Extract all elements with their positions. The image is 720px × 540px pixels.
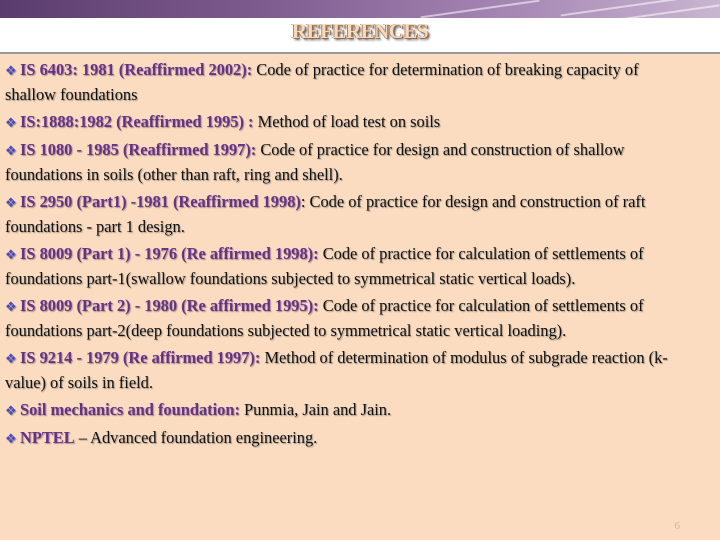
reference-item (5, 138, 693, 187)
reference-item (5, 190, 693, 239)
reference-description: Code of practice for calculation of settlements of foundations part-1(swallow foundations subjected to symmetrical static vertical loads). (5, 244, 644, 288)
top-decorative-band (0, 0, 720, 18)
reference-description: : Code of practice for design and construction of raft foundations - part 1 design. (5, 192, 646, 236)
reference-item (5, 110, 693, 135)
diamond-bullet-icon: ❖ (5, 195, 17, 210)
reference-code: IS 8009 (Part 1) - 1976 (Re affirmed 1998): (20, 244, 319, 263)
reference-code: IS:1888:1982 (Reaffirmed 1995) : (20, 112, 254, 131)
reference-description: Method of load test on soils (253, 112, 441, 131)
slide-title: REFERENCES (291, 19, 429, 43)
title-divider (0, 52, 720, 54)
reference-description: – Advanced foundation engineering. (74, 428, 318, 447)
reference-description: Code of practice for determination of breaking capacity of shallow foundations (5, 60, 639, 104)
diamond-bullet-icon: ❖ (5, 431, 17, 446)
reference-item (5, 346, 693, 395)
reference-code: Soil mechanics and foundation: (20, 400, 240, 419)
reference-code: NPTEL (20, 428, 75, 447)
diamond-bullet-icon: ❖ (5, 115, 17, 130)
reference-item (5, 294, 693, 343)
diamond-bullet-icon: ❖ (5, 403, 17, 418)
reference-description: Code of practice for calculation of settlements of foundations part-2(deep foundations subjected to symmetrical static vertical loading). (5, 296, 644, 340)
reference-code: IS 6403: 1981 (Reaffirmed 2002): (20, 60, 253, 79)
reference-item (5, 242, 693, 291)
page-number: 6 (674, 520, 680, 532)
reference-item (5, 398, 693, 423)
diamond-bullet-icon: ❖ (5, 247, 17, 262)
diamond-bullet-icon: ❖ (5, 63, 17, 78)
references-list (5, 58, 693, 451)
reference-code: IS 2950 (Part1) -1981 (Reaffirmed 1998) (20, 192, 301, 211)
diamond-bullet-icon: ❖ (5, 299, 17, 314)
reference-description: Punmia, Jain and Jain. (239, 400, 392, 419)
reference-item (5, 58, 693, 107)
reference-description: Method of determination of modulus of subgrade reaction (k-value) of soils in field. (5, 348, 668, 392)
reference-item (5, 426, 693, 451)
reference-code: IS 8009 (Part 2) - 1980 (Re affirmed 1995): (20, 296, 319, 315)
diamond-bullet-icon: ❖ (5, 143, 17, 158)
reference-description: Code of practice for design and construction of shallow foundations in soils (other than raft, ring and shell). (5, 140, 625, 184)
diamond-bullet-icon: ❖ (5, 351, 17, 366)
reference-code: IS 9214 - 1979 (Re affirmed 1997): (20, 348, 265, 367)
reference-code: IS 1080 - 1985 (Reaffirmed 1997): (20, 140, 257, 159)
